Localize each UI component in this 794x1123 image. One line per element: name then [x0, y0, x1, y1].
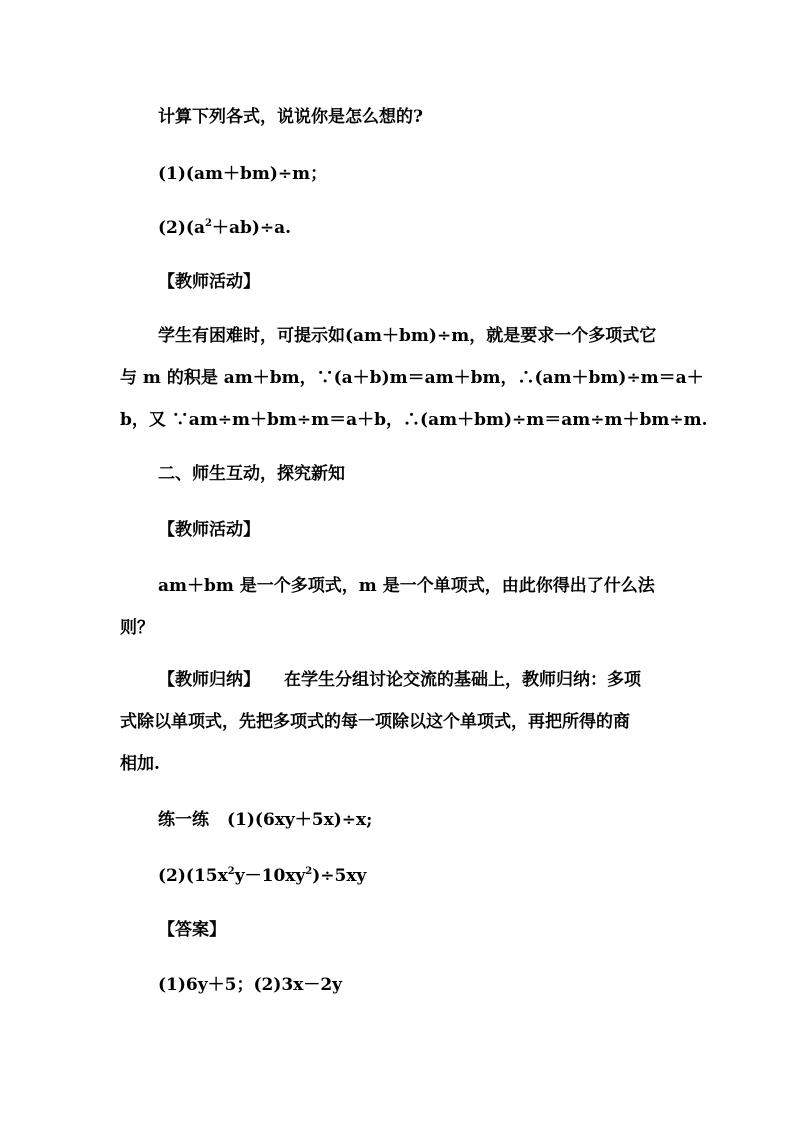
paragraph-2-line-2: 则？ — [120, 618, 154, 638]
question-1: (1)(am＋bm)÷m； — [158, 164, 328, 184]
section-heading-2: 二、师生互动，探究新知 — [158, 464, 345, 484]
heading-teacher-activity-1: 【教师活动】 — [158, 272, 260, 292]
paragraph-3-line-2: 式除以单项式，先把多项式的每一项除以这个单项式，再把所得的商 — [120, 712, 630, 732]
paragraph-3-line-3: 相加. — [120, 754, 160, 774]
practice-expression: (1)(6xy＋5x)÷x; — [227, 810, 373, 830]
heading-teacher-summary: 【教师归纳】 — [158, 670, 260, 690]
intro-text: 计算下列各式，说说你是怎么想的? — [158, 107, 423, 127]
practice-q2-exponent-2: 2 — [305, 866, 313, 877]
paragraph-3-line-1 — [158, 669, 641, 691]
heading-teacher-activity-2: 【教师活动】 — [158, 520, 260, 540]
practice-q2-exponent-1: 2 — [227, 866, 235, 877]
practice-q2-part-c: )÷5xy — [312, 866, 367, 886]
practice-label: 练一练 — [158, 810, 209, 830]
practice-q2-part-a: (2)(15x — [158, 866, 228, 886]
question-2-exponent: 2 — [204, 218, 212, 229]
paragraph-2-line-1: am＋bm 是一个多项式，m 是一个单项式，由此你得出了什么法 — [158, 576, 655, 596]
paragraph-1-line-2: 与 m 的积是 am＋bm，∵(a＋b)m＝am＋bm，∴(am＋bm)÷m＝a＋ — [120, 368, 704, 388]
question-2 — [158, 217, 291, 239]
answer-text: (1)6y＋5；(2)3x－2y — [158, 975, 343, 995]
heading-answer: 【答案】 — [158, 920, 226, 940]
paragraph-3-text-1: 在学生分组讨论交流的基础上，教师归纳：多项 — [284, 670, 641, 690]
question-2-part-b: ＋ab)÷a. — [211, 218, 292, 238]
practice-question-2 — [158, 865, 366, 887]
paragraph-1-line-3: b，又 ∵am÷m＋bm÷m＝a＋b，∴(am＋bm)÷m＝am÷m＋bm÷m. — [120, 410, 708, 430]
practice-q2-part-b: y－10xy — [234, 866, 306, 886]
question-2-part-a: (2)(a — [158, 218, 205, 238]
paragraph-1-line-1: 学生有困难时，可提示如(am＋bm)÷m，就是要求一个多项式它 — [158, 326, 657, 346]
practice-line — [158, 809, 372, 831]
